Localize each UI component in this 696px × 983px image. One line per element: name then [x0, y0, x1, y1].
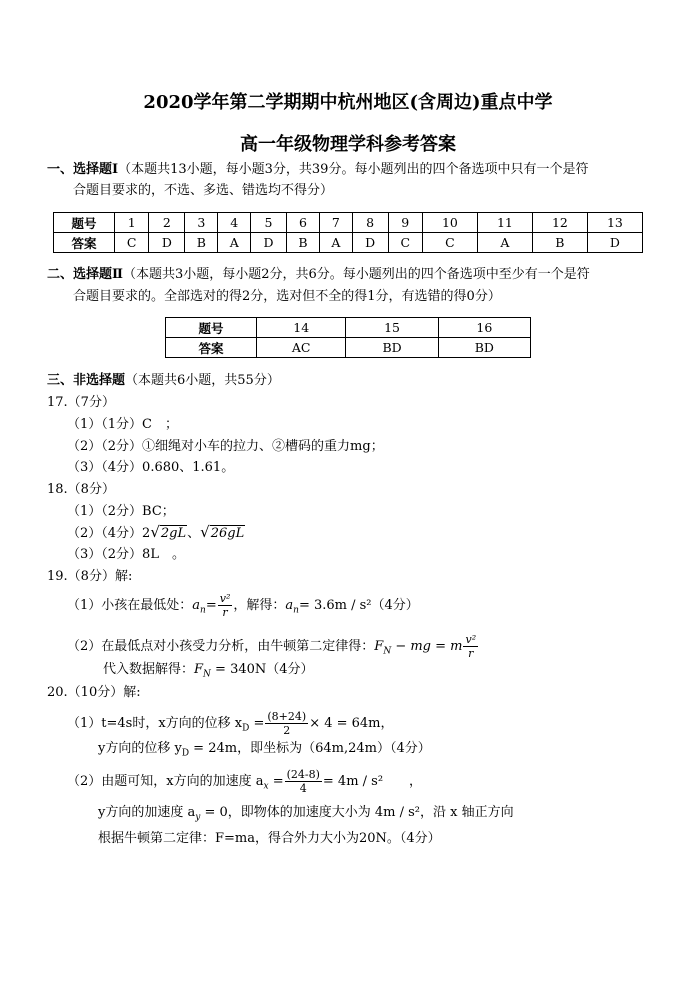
section1-answer-row: [54, 233, 643, 253]
q17-heading: 17.（7分）: [47, 395, 115, 410]
q19-equals: =: [205, 598, 217, 613]
q19-a-subscript-2: n: [293, 605, 299, 616]
section3-desc: （本题共6小题，共55分）: [125, 373, 280, 388]
q17-part1: （1）（1分）C ；: [67, 417, 178, 432]
q19-part1-prefix: （1）小孩在最低处：: [67, 598, 193, 613]
q19-fraction: [218, 592, 233, 619]
table-cell: BD: [346, 338, 438, 358]
q20-ay-subscript: y: [195, 812, 201, 823]
table-header-cell: 答案: [166, 338, 257, 358]
q19-a-symbol-2: a: [285, 598, 294, 613]
q19-part2-eq: − mg = m: [391, 639, 463, 654]
q20-part1-prefix: （1）t=4s时，x方向的位移 x: [67, 716, 243, 731]
q20-part2-newton: 根据牛顿第二定律：F=ma，得合外力大小为20N。（4分）: [98, 831, 441, 846]
q20-y-subscript: D: [181, 748, 190, 759]
table-cell: C: [115, 233, 149, 253]
table-cell: D: [251, 233, 287, 253]
page-subtitle: 高一年级物理学科参考答案: [240, 134, 456, 155]
q18-part2-prefix: （2）（4分）2: [67, 526, 151, 541]
table-cell: 3: [185, 213, 218, 233]
q19-part3: [103, 661, 314, 684]
q19-heading: 19.（8分）解:: [47, 569, 133, 584]
q20-part2-y: [98, 804, 514, 827]
q20-part2-eq: =: [268, 774, 284, 789]
q20-part1: [67, 710, 394, 738]
page-title: 2020学年第二学期期中杭州地区(含周边)重点中学: [143, 92, 553, 113]
table-cell: B: [532, 233, 587, 253]
table-cell: A: [218, 233, 251, 253]
q19-fraction-den: r: [222, 606, 228, 619]
q19-a-subscript: n: [200, 605, 206, 616]
q19-fraction-2-num: v²: [465, 633, 477, 646]
table-header-cell: 答案: [54, 233, 115, 253]
q20-part2-tail: = 4m / s² ，: [322, 774, 423, 789]
q19-F-subscript: N: [383, 646, 392, 657]
table-cell: 6: [286, 213, 319, 233]
q19-part1-mid: ，解得：: [233, 598, 286, 613]
section1-question-row: [54, 213, 643, 233]
q20-x-subscript: D: [242, 723, 250, 734]
q20-part1-eq: =: [249, 716, 265, 731]
table-cell: 13: [587, 213, 642, 233]
q20-fraction-2: [285, 768, 322, 795]
q19-part3-prefix: 代入数据解得：: [103, 662, 195, 677]
table-header-cell: 题号: [166, 318, 257, 338]
q18-part1: （1）（2分）BC；: [67, 504, 175, 519]
table-cell: 1: [115, 213, 149, 233]
q19-fraction-2: [463, 633, 478, 660]
table-cell: 15: [346, 318, 438, 338]
q17-part3: （3）（4分）0.680、1.61。: [67, 460, 235, 475]
section2-desc-line2: 合题目要求的。全部选对的得2分，选对但不全的得1分，有选错的得0分）: [73, 289, 501, 304]
q19-part1-result: = 3.6m / s²（4分）: [298, 598, 419, 613]
table-header-cell: 题号: [54, 213, 115, 233]
q19-F-subscript-2: N: [203, 669, 211, 680]
table-cell: 11: [477, 213, 532, 233]
q20-part1-y-tail: = 24m，即坐标为（64m,24m）（4分）: [189, 741, 431, 756]
table-cell: 12: [532, 213, 587, 233]
q19-F-symbol-2: F: [194, 662, 204, 677]
table-cell: A: [477, 233, 532, 253]
table-cell: 10: [422, 213, 477, 233]
q18-sep: 、: [187, 526, 201, 541]
q20-part2-y-prefix: y方向的加速度 a: [98, 805, 196, 820]
q18-heading: 18.（8分）: [47, 482, 115, 497]
q20-heading: 20.（10分）解:: [47, 685, 141, 700]
table-cell: 4: [218, 213, 251, 233]
section2-answer-table: [165, 317, 531, 358]
table-cell: B: [286, 233, 319, 253]
section2-heading: 二、选择题Ⅱ: [47, 267, 123, 282]
q19-part2: [67, 633, 479, 661]
q19-a-symbol: a: [192, 598, 201, 613]
q19-part1: [67, 592, 419, 620]
q18-root1: 2gL: [160, 526, 187, 541]
q19-part3-result: = 340N（4分）: [210, 662, 314, 677]
section1-desc-line1: （本题共13小题，每小题3分，共39分。每小题列出的四个备选项中只有一个是符: [118, 162, 589, 177]
table-cell: D: [149, 233, 185, 253]
section3-heading: 三、非选择题: [47, 373, 126, 388]
q20-fraction-1: [265, 710, 308, 737]
q20-part2: [67, 768, 422, 796]
q20-part2-y-tail: = 0，即物体的加速度大小为 4m / s²，沿 x 轴正方向: [200, 805, 514, 820]
section2-question-row: [166, 318, 531, 338]
q20-fraction-1-den: 2: [283, 724, 291, 737]
table-cell: 14: [257, 318, 346, 338]
table-cell: A: [320, 233, 353, 253]
table-cell: B: [185, 233, 218, 253]
table-cell: D: [352, 233, 388, 253]
q20-ax-subscript: x: [263, 781, 269, 792]
section3-header: [47, 372, 280, 390]
section2-header: [47, 266, 590, 284]
table-cell: BD: [438, 338, 530, 358]
table-cell: 5: [251, 213, 287, 233]
section1-header: [47, 161, 588, 179]
q19-F-symbol: F: [374, 639, 384, 654]
table-cell: 16: [438, 318, 530, 338]
table-cell: 9: [388, 213, 422, 233]
table-cell: D: [587, 233, 642, 253]
q20-part2-prefix: （2）由题可知，x方向的加速度 a: [67, 774, 264, 789]
section1-desc-line2: 合题目要求的，不选、多选、错选均不得分）: [73, 183, 334, 198]
table-cell: 7: [320, 213, 353, 233]
q17-part2: （2）（2分）①细绳对小车的拉力、②槽码的重力mg；: [67, 439, 384, 454]
section2-answer-row: [166, 338, 531, 358]
section1-heading: 一、选择题Ⅰ: [47, 162, 119, 177]
table-cell: AC: [257, 338, 346, 358]
q19-fraction-2-den: r: [468, 647, 474, 660]
table-cell: C: [388, 233, 422, 253]
q20-fraction-2-den: 4: [299, 782, 307, 795]
q18-part2: （2）（4分）2√2gL、√26gL: [67, 523, 245, 541]
q19-part2-prefix: （2）在最低点对小孩受力分析，由牛顿第二定律得：: [67, 639, 375, 654]
q18-root2: 26gL: [210, 526, 245, 541]
q19-fraction-num: v²: [219, 592, 231, 605]
table-cell: 2: [149, 213, 185, 233]
q20-fraction-1-num: (8+24): [267, 710, 307, 723]
q20-part1-tail: × 4 = 64m，: [309, 716, 394, 731]
table-cell: 8: [352, 213, 388, 233]
q20-part1-y: [98, 740, 431, 763]
q20-part1-y-prefix: y方向的位移 y: [98, 741, 182, 756]
q20-fraction-2-num: (24-8): [286, 768, 320, 781]
q18-part3: （3）（2分）8L 。: [67, 547, 185, 562]
table-cell: C: [422, 233, 477, 253]
section2-desc-line1: （本题共3小题，每小题2分，共6分。每小题列出的四个备选项中至少有一个是符: [122, 267, 590, 282]
section1-answer-table: [53, 212, 643, 253]
